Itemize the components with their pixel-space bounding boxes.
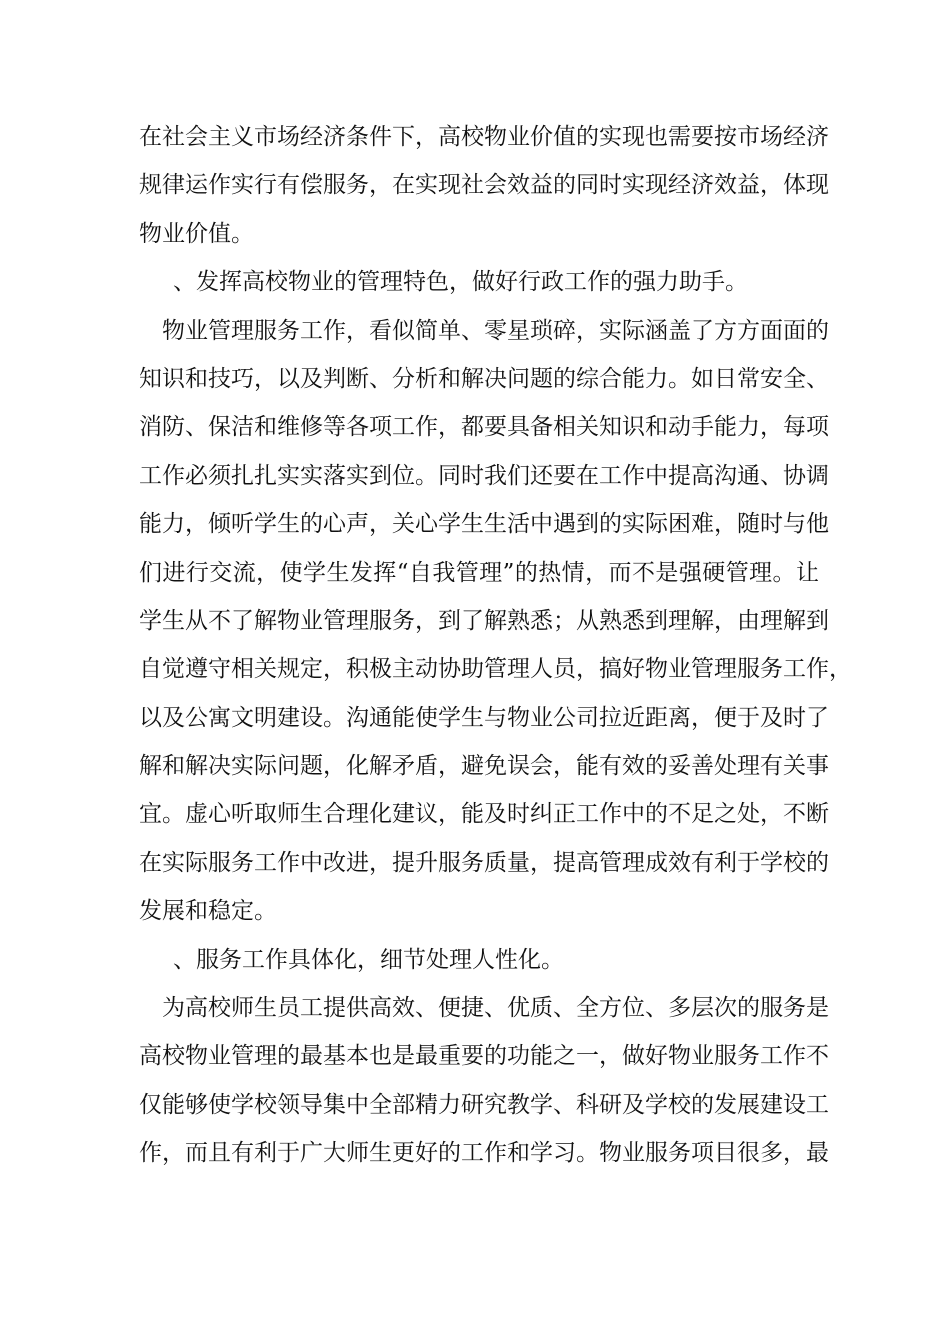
body-line: 在实际服务工作中改进，提升服务质量，提高管理成效有利于学校的 (139, 849, 829, 876)
body-line: 在社会主义市场经济条件下，高校物业价值的实现也需要按市场经济 (139, 124, 829, 150)
body-line: 学生从不了解物业管理服务，到了解熟悉；从熟悉到理解，由理解到 (139, 607, 829, 634)
section-heading: 、服务工作具体化，细节处理人性化。 (173, 946, 564, 973)
body-line: 规律运作实行有偿服务，在实现社会效益的同时实现经济效益，体现 (139, 172, 829, 199)
body-line: 物业管理服务工作，看似简单、零星琐碎，实际涵盖了方方面面的 (162, 317, 829, 344)
body-line: 消防、保洁和维修等各项工作，都要具备相关知识和动手能力，每项 (139, 414, 829, 441)
body-line: 能力，倾听学生的心声，关心学生生活中遇到的实际困难，随时与他 (139, 511, 829, 538)
document-body (139, 113, 852, 1178)
body-line: 们进行交流，使学生发挥“自我管理”的热情，而不是强硬管理。让 (139, 559, 819, 586)
section-heading: 、发挥高校物业的管理特色，做好行政工作的强力助手。 (173, 269, 748, 296)
body-line: 作，而且有利于广大师生更好的工作和学习。物业服务项目很多，最 (139, 1140, 829, 1167)
body-line: 物业价值。 (139, 220, 254, 247)
body-line: 发展和稳定。 (139, 898, 277, 925)
body-line: 仅能够使学校领导集中全部精力研究教学、科研及学校的发展建设工 (139, 1091, 829, 1118)
body-line: 以及公寓文明建设。沟通能使学生与物业公司拉近距离，便于及时了 (139, 704, 829, 731)
body-line: 宜。虚心听取师生合理化建议，能及时纠正工作中的不足之处，不断 (139, 801, 829, 828)
body-line: 高校物业管理的最基本也是最重要的功能之一，做好物业服务工作不 (139, 1043, 829, 1070)
body-line: 为高校师生员工提供高效、便捷、优质、全方位、多层次的服务是 (162, 995, 829, 1022)
body-line: 解和解决实际问题，化解矛盾，避免误会，能有效的妥善处理有关事 (139, 753, 829, 780)
body-line: 知识和技巧，以及判断、分析和解决问题的综合能力。如日常安全、 (139, 365, 829, 392)
body-line: 自觉遵守相关规定，积极主动协助管理人员，搞好物业管理服务工作， (139, 656, 852, 683)
body-line: 工作必须扎扎实实落实到位。同时我们还要在工作中提高沟通、协调 (139, 462, 829, 489)
